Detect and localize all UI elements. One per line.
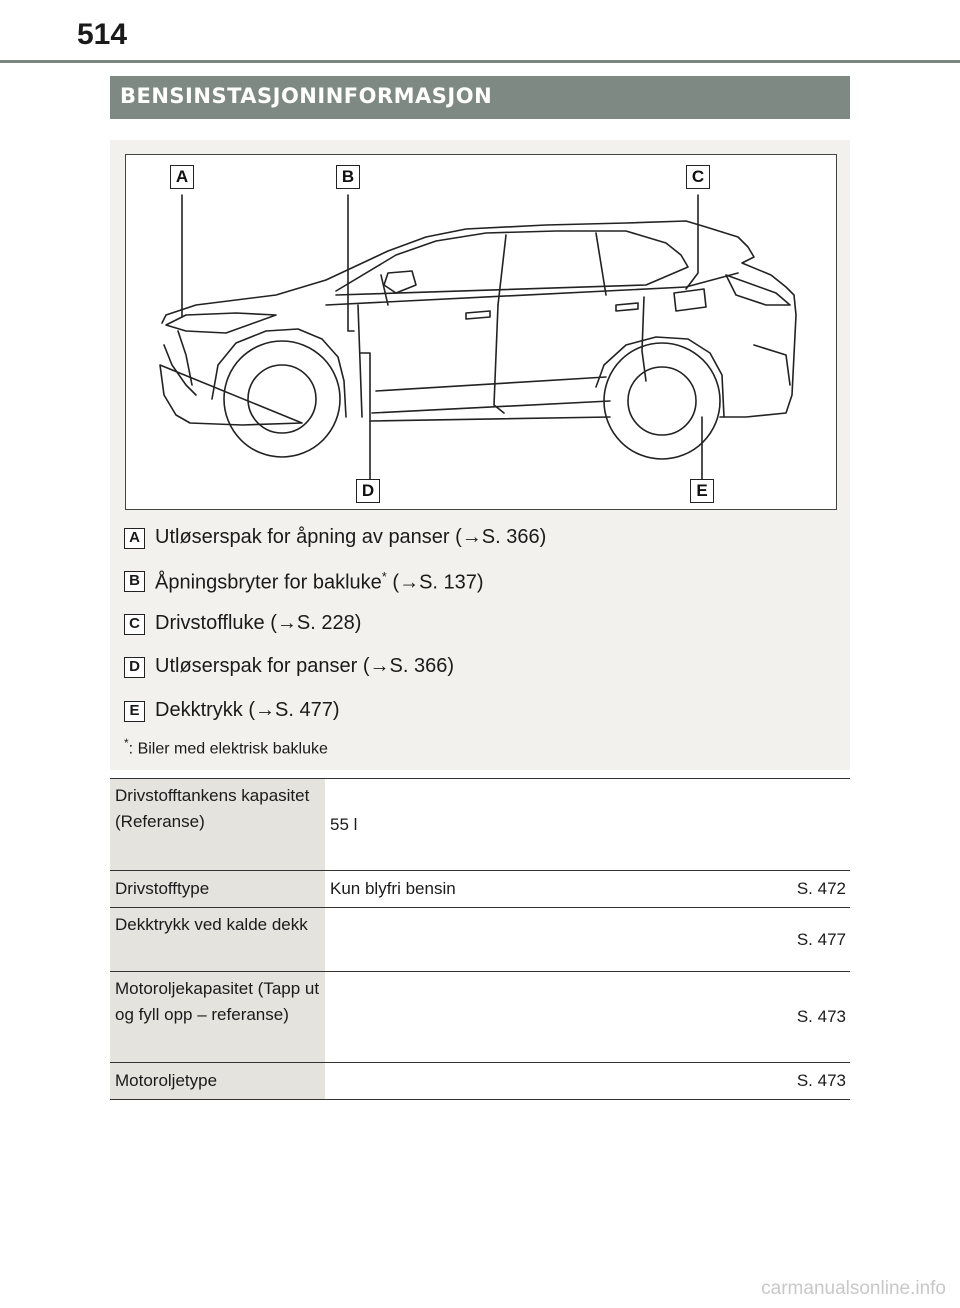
- callout-c: C: [686, 165, 710, 189]
- table-row: [110, 972, 850, 1063]
- info-box: [110, 140, 850, 770]
- fuel-info-table: [110, 778, 850, 1100]
- legend-text: Dekktrykk (→S. 477): [155, 699, 340, 721]
- row-label: Drivstofftype: [110, 871, 325, 908]
- row-label: Dekktrykk ved kalde dekk: [110, 908, 325, 972]
- row-label: Motoroljetype: [110, 1063, 325, 1100]
- callout-a: A: [170, 165, 194, 189]
- footnote: [124, 736, 328, 758]
- row-value: [325, 908, 721, 972]
- watermark: carmanualsonline.info: [761, 1278, 946, 1299]
- legend-key: D: [124, 657, 145, 678]
- table-row: [110, 779, 850, 871]
- callout-b: B: [336, 165, 360, 189]
- section-title: BENSINSTASJONINFORMASJON: [120, 84, 493, 108]
- row-value: [325, 1063, 721, 1100]
- vehicle-illustration: [125, 154, 837, 510]
- table-row: [110, 908, 850, 972]
- footnote-text: : Biler med elektrisk bakluke: [128, 740, 328, 758]
- legend-text-wrap: [155, 569, 484, 595]
- callout-d: D: [356, 479, 380, 503]
- row-reference: S. 473: [721, 972, 850, 1063]
- footnote-mark: *: [124, 736, 129, 750]
- legend-footnote-mark: *: [381, 569, 387, 584]
- legend-text: Utløserspak for panser (→S. 366): [155, 655, 454, 677]
- car-side-view-drawing: [126, 155, 836, 509]
- top-rule: [0, 60, 960, 63]
- row-value: Kun blyfri bensin: [325, 871, 721, 908]
- row-value: 55 l: [325, 779, 721, 871]
- row-value: [325, 972, 721, 1063]
- page-number: 514: [77, 18, 128, 51]
- legend-key: C: [124, 614, 145, 635]
- table-row: [110, 871, 850, 908]
- legend-text: Åpningsbryter for bakluke: [155, 571, 382, 594]
- table-row: [110, 1063, 850, 1100]
- legend-text: Utløserspak for åpning av panser (→S. 366): [155, 526, 547, 548]
- legend-key: E: [124, 701, 145, 722]
- legend-key: A: [124, 528, 145, 549]
- legend-text: Drivstoffluke (→S. 228): [155, 612, 362, 634]
- row-reference: [721, 779, 850, 871]
- legend-reference: (→S. 137): [386, 571, 484, 594]
- row-reference: S. 473: [721, 1063, 850, 1100]
- row-label: Motoroljekapasitet (Tapp ut og fyll opp – referanse): [110, 972, 325, 1063]
- row-reference: S. 472: [721, 871, 850, 908]
- section-header: [110, 76, 850, 119]
- row-reference: S. 477: [721, 908, 850, 972]
- callout-e: E: [690, 479, 714, 503]
- legend-key: B: [124, 571, 145, 592]
- row-label: Drivstofftankens kapasitet (Referanse): [110, 779, 325, 871]
